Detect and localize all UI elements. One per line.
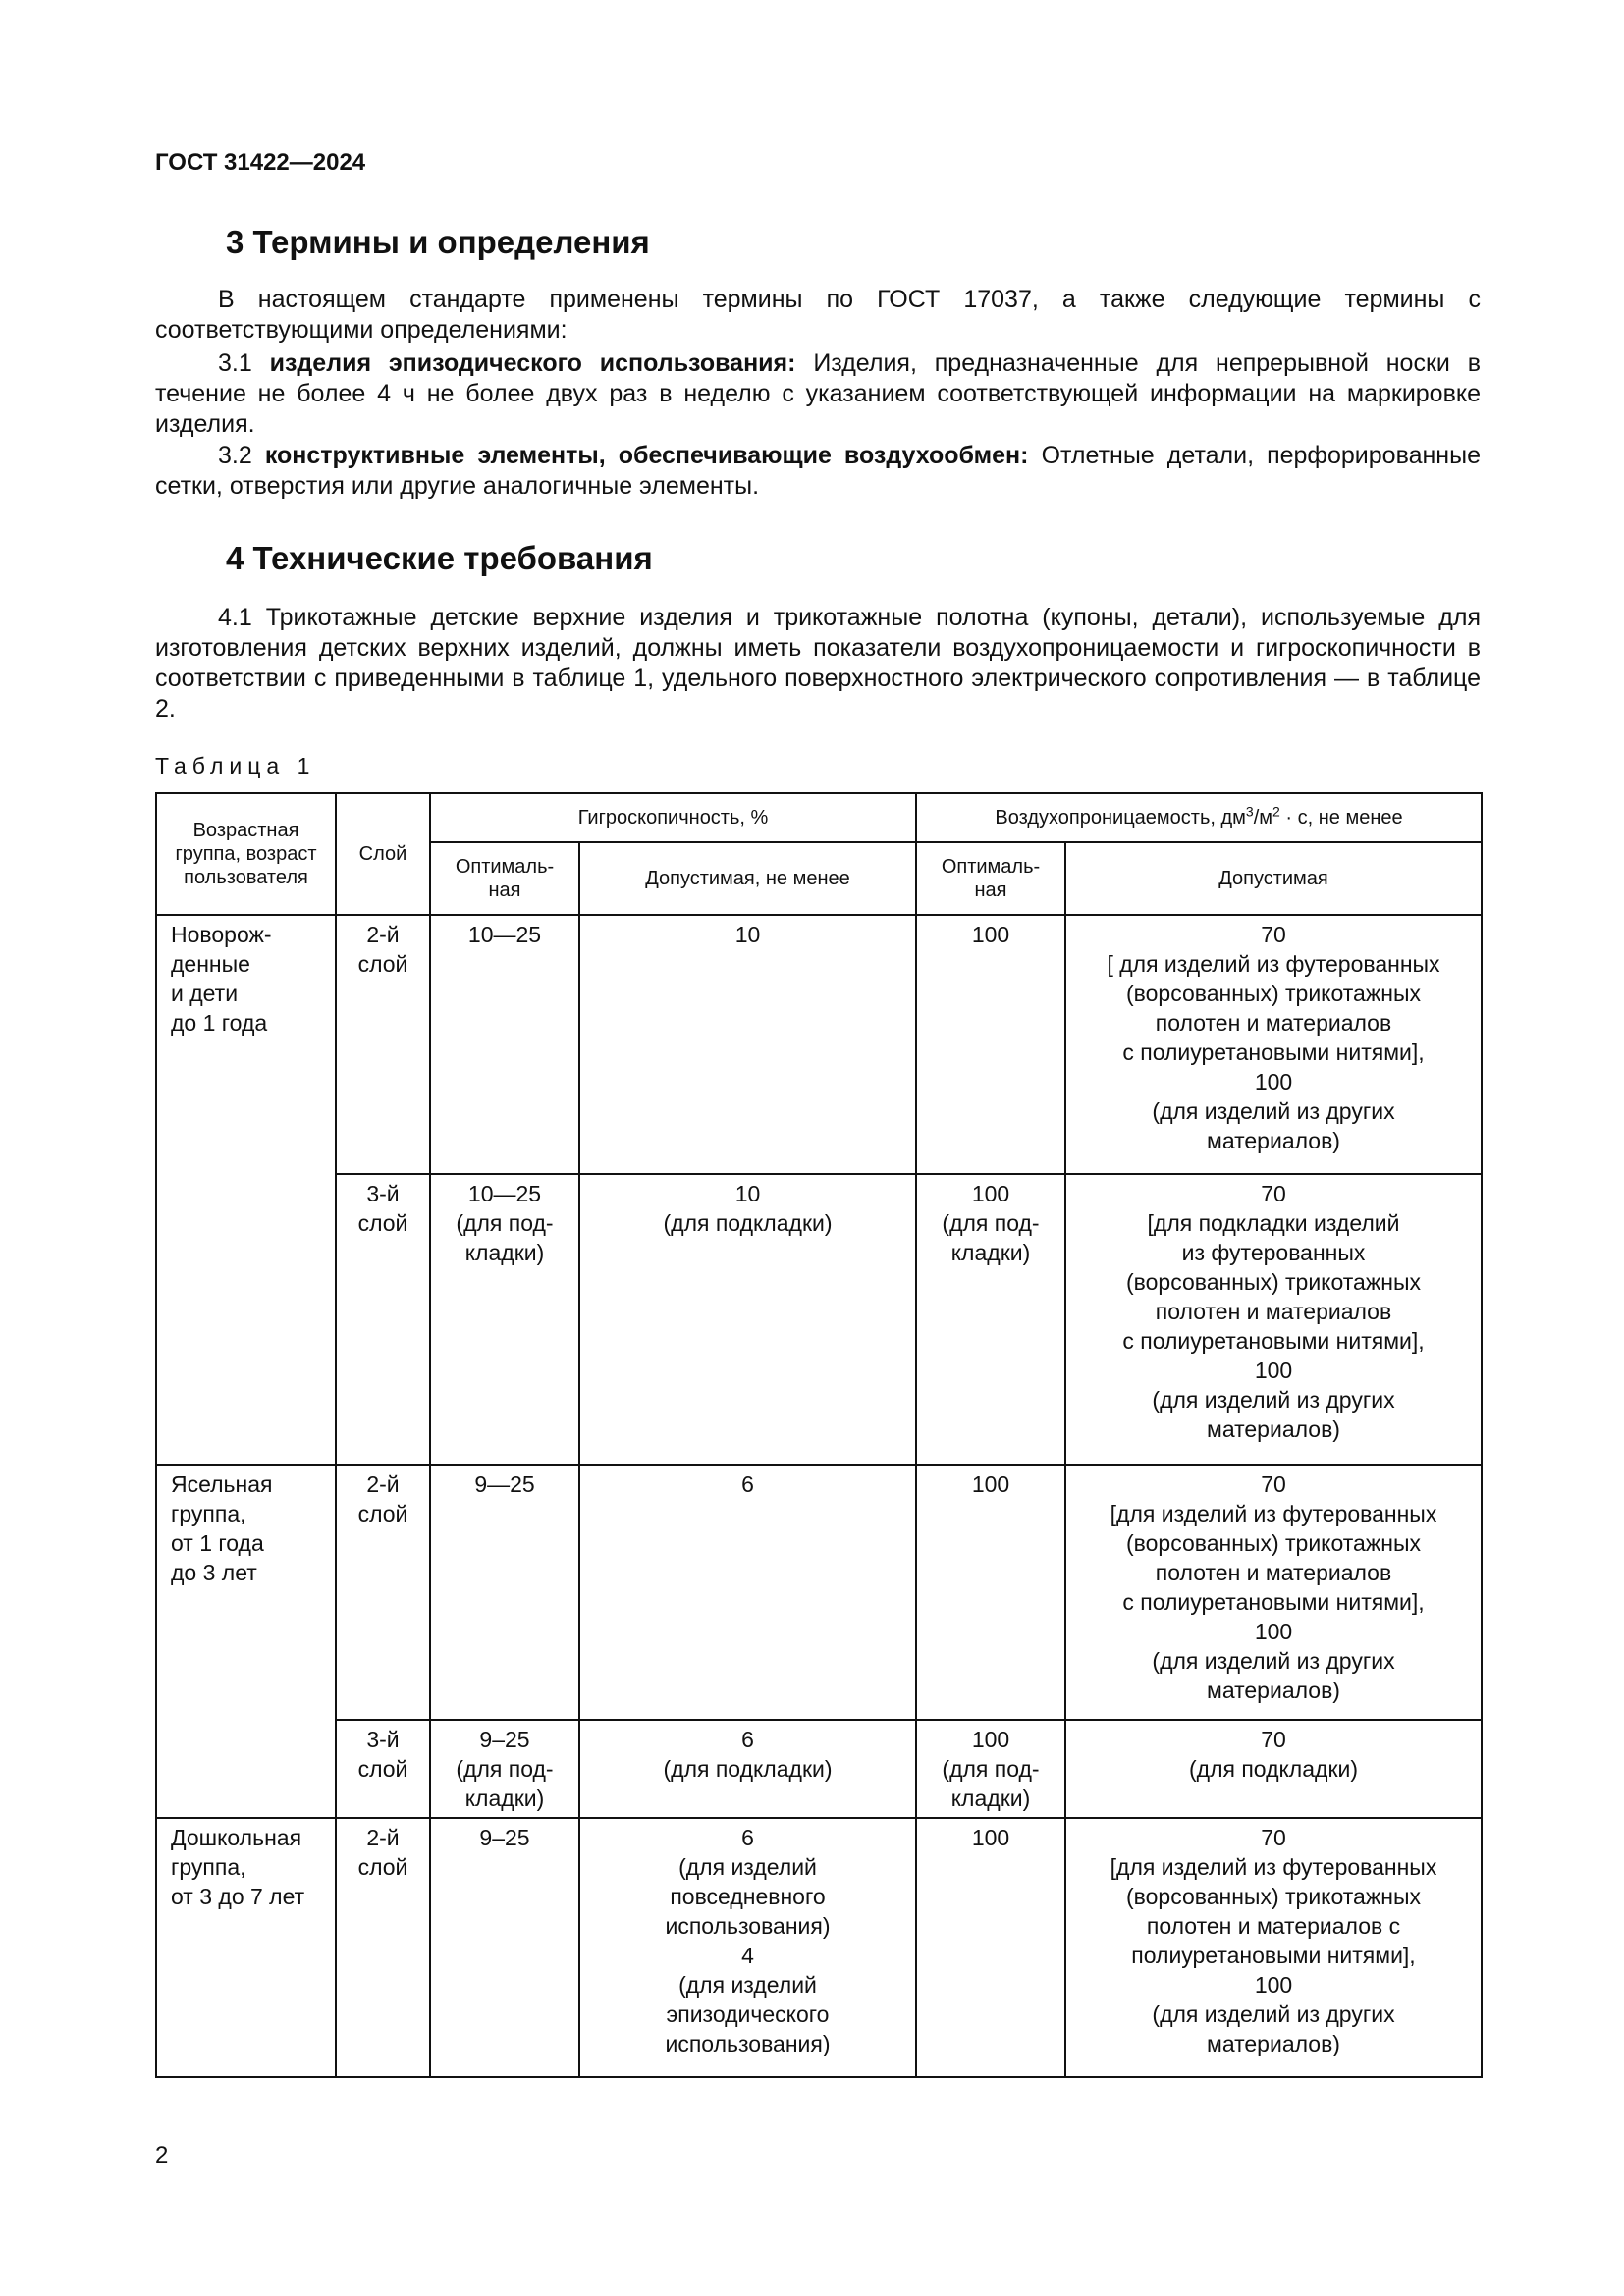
cell-air-allowed: 70 (для подкладки) (1065, 1720, 1482, 1818)
table-row (156, 1465, 1482, 1720)
cell-hygro-optimal: 10—25 (для под- кладки) (430, 1174, 579, 1465)
cell-air-optimal: 100 (916, 915, 1065, 1174)
cell-layer: 2-й слой (336, 1818, 430, 2077)
term-3-1: 3.1 изделия эпизодического использования: Изделия, предназначенные для непрерывной носки в течение не более 4 ч не более двух раз в неделю с указанием соответствующей информации на маркировке изделия. (155, 349, 1481, 438)
document-code: ГОСТ 31422—2024 (155, 149, 366, 176)
section-3-title: 3 Термины и определения (226, 224, 650, 260)
section-3-intro: В настоящем стандарте применены термины по ГОСТ 17037, а также следующие термины с соответствующими определениями: (155, 286, 1481, 344)
page-number: 2 (155, 2142, 169, 2168)
header-hygro-optimal: Оптималь- ная (430, 842, 579, 915)
cell-hygro-optimal: 10—25 (430, 915, 579, 1174)
cell-age-group: Новорож- денные и дети до 1 года (156, 915, 336, 1465)
cell-air-optimal: 100 (для под- кладки) (916, 1720, 1065, 1818)
cell-hygro-min: 10 (для подкладки) (579, 1174, 916, 1465)
cell-hygro-optimal: 9–25 (430, 1818, 579, 2077)
cell-hygro-min: 6 (для подкладки) (579, 1720, 916, 1818)
clause-4-1: 4.1 Трикотажные детские верхние изделия и трикотажные полотна (купоны, детали), используемые для изготовления детских верхних изделий, должны иметь показатели воздухопроницаемости и гигроскопичности в соответствии с приведенными в таблице 1, удельного поверхностного электрического сопротивления — в таблице 2. (155, 604, 1481, 722)
term-3-2-name: конструктивные элементы, обеспечивающие воздухообмен: (264, 442, 1029, 469)
cell-layer: 2-й слой (336, 915, 430, 1174)
cell-hygro-min: 6 (для изделий повседневного использования) 4 (для изделий эпизодического использования) (579, 1818, 916, 2077)
header-air-optimal: Оптималь- ная (916, 842, 1065, 915)
cell-air-allowed: 70 [для изделий из футерованных (ворсованных) трикотажных полотен и материалов с полиуретановыми нитями], 100 (для изделий из других материалов) (1065, 1818, 1482, 2077)
cell-air-allowed: 70 [для подкладки изделий из футерованных (ворсованных) трикотажных полотен и материалов с полиуретановыми нитями], 100 (для изделий из других материалов) (1065, 1174, 1482, 1465)
header-hygro-allowed-min: Допустимая, не менее (579, 842, 916, 915)
cell-air-optimal: 100 (916, 1465, 1065, 1720)
term-3-1-name: изделия эпизодического использования: (269, 349, 796, 377)
table-caption: Таблица 1 (155, 753, 316, 778)
cell-age-group: Дошкольная группа, от 3 до 7 лет (156, 1818, 336, 2077)
cell-air-allowed: 70 [ для изделий из футерованных (ворсованных) трикотажных полотен и материалов с полиуретановыми нитями], 100 (для изделий из других материалов) (1065, 915, 1482, 1174)
table-1 (155, 792, 1483, 2078)
cell-layer: 2-й слой (336, 1465, 430, 1720)
term-3-2: 3.2 конструктивные элементы, обеспечивающие воздухообмен: Отлетные детали, перфорированные сетки, отверстия или другие аналогичные элементы. (155, 442, 1481, 500)
table-row (156, 915, 1482, 1174)
table-row (156, 1174, 1482, 1465)
header-hygroscopicity: Гигроскопичность, % (430, 793, 916, 842)
cell-age-group: Ясельная группа, от 1 года до 3 лет (156, 1465, 336, 1818)
header-layer: Слой (336, 793, 430, 915)
header-air-permeability: Воздухопроницаемость, $дм^3/м^2 \cdot с$, не менее (916, 793, 1482, 842)
table-row (156, 1818, 1482, 2077)
cell-air-allowed: 70 [для изделий из футерованных (ворсованных) трикотажных полотен и материалов с полиуретановыми нитями], 100 (для изделий из других материалов) (1065, 1465, 1482, 1720)
header-air-allowed: Допустимая (1065, 842, 1482, 915)
cell-air-optimal: 100 (916, 1818, 1065, 2077)
cell-layer: 3-й слой (336, 1720, 430, 1818)
cell-hygro-min: 6 (579, 1465, 916, 1720)
cell-hygro-optimal: 9—25 (430, 1465, 579, 1720)
cell-hygro-min: 10 (579, 915, 916, 1174)
section-4-title: 4 Технические требования (226, 540, 653, 576)
cell-hygro-optimal: 9–25 (для под- кладки) (430, 1720, 579, 1818)
header-age-group: Возрастная группа, возраст пользователя (156, 793, 336, 915)
table-row (156, 1720, 1482, 1818)
cell-air-optimal: 100 (для под- кладки) (916, 1174, 1065, 1465)
cell-layer: 3-й слой (336, 1174, 430, 1465)
